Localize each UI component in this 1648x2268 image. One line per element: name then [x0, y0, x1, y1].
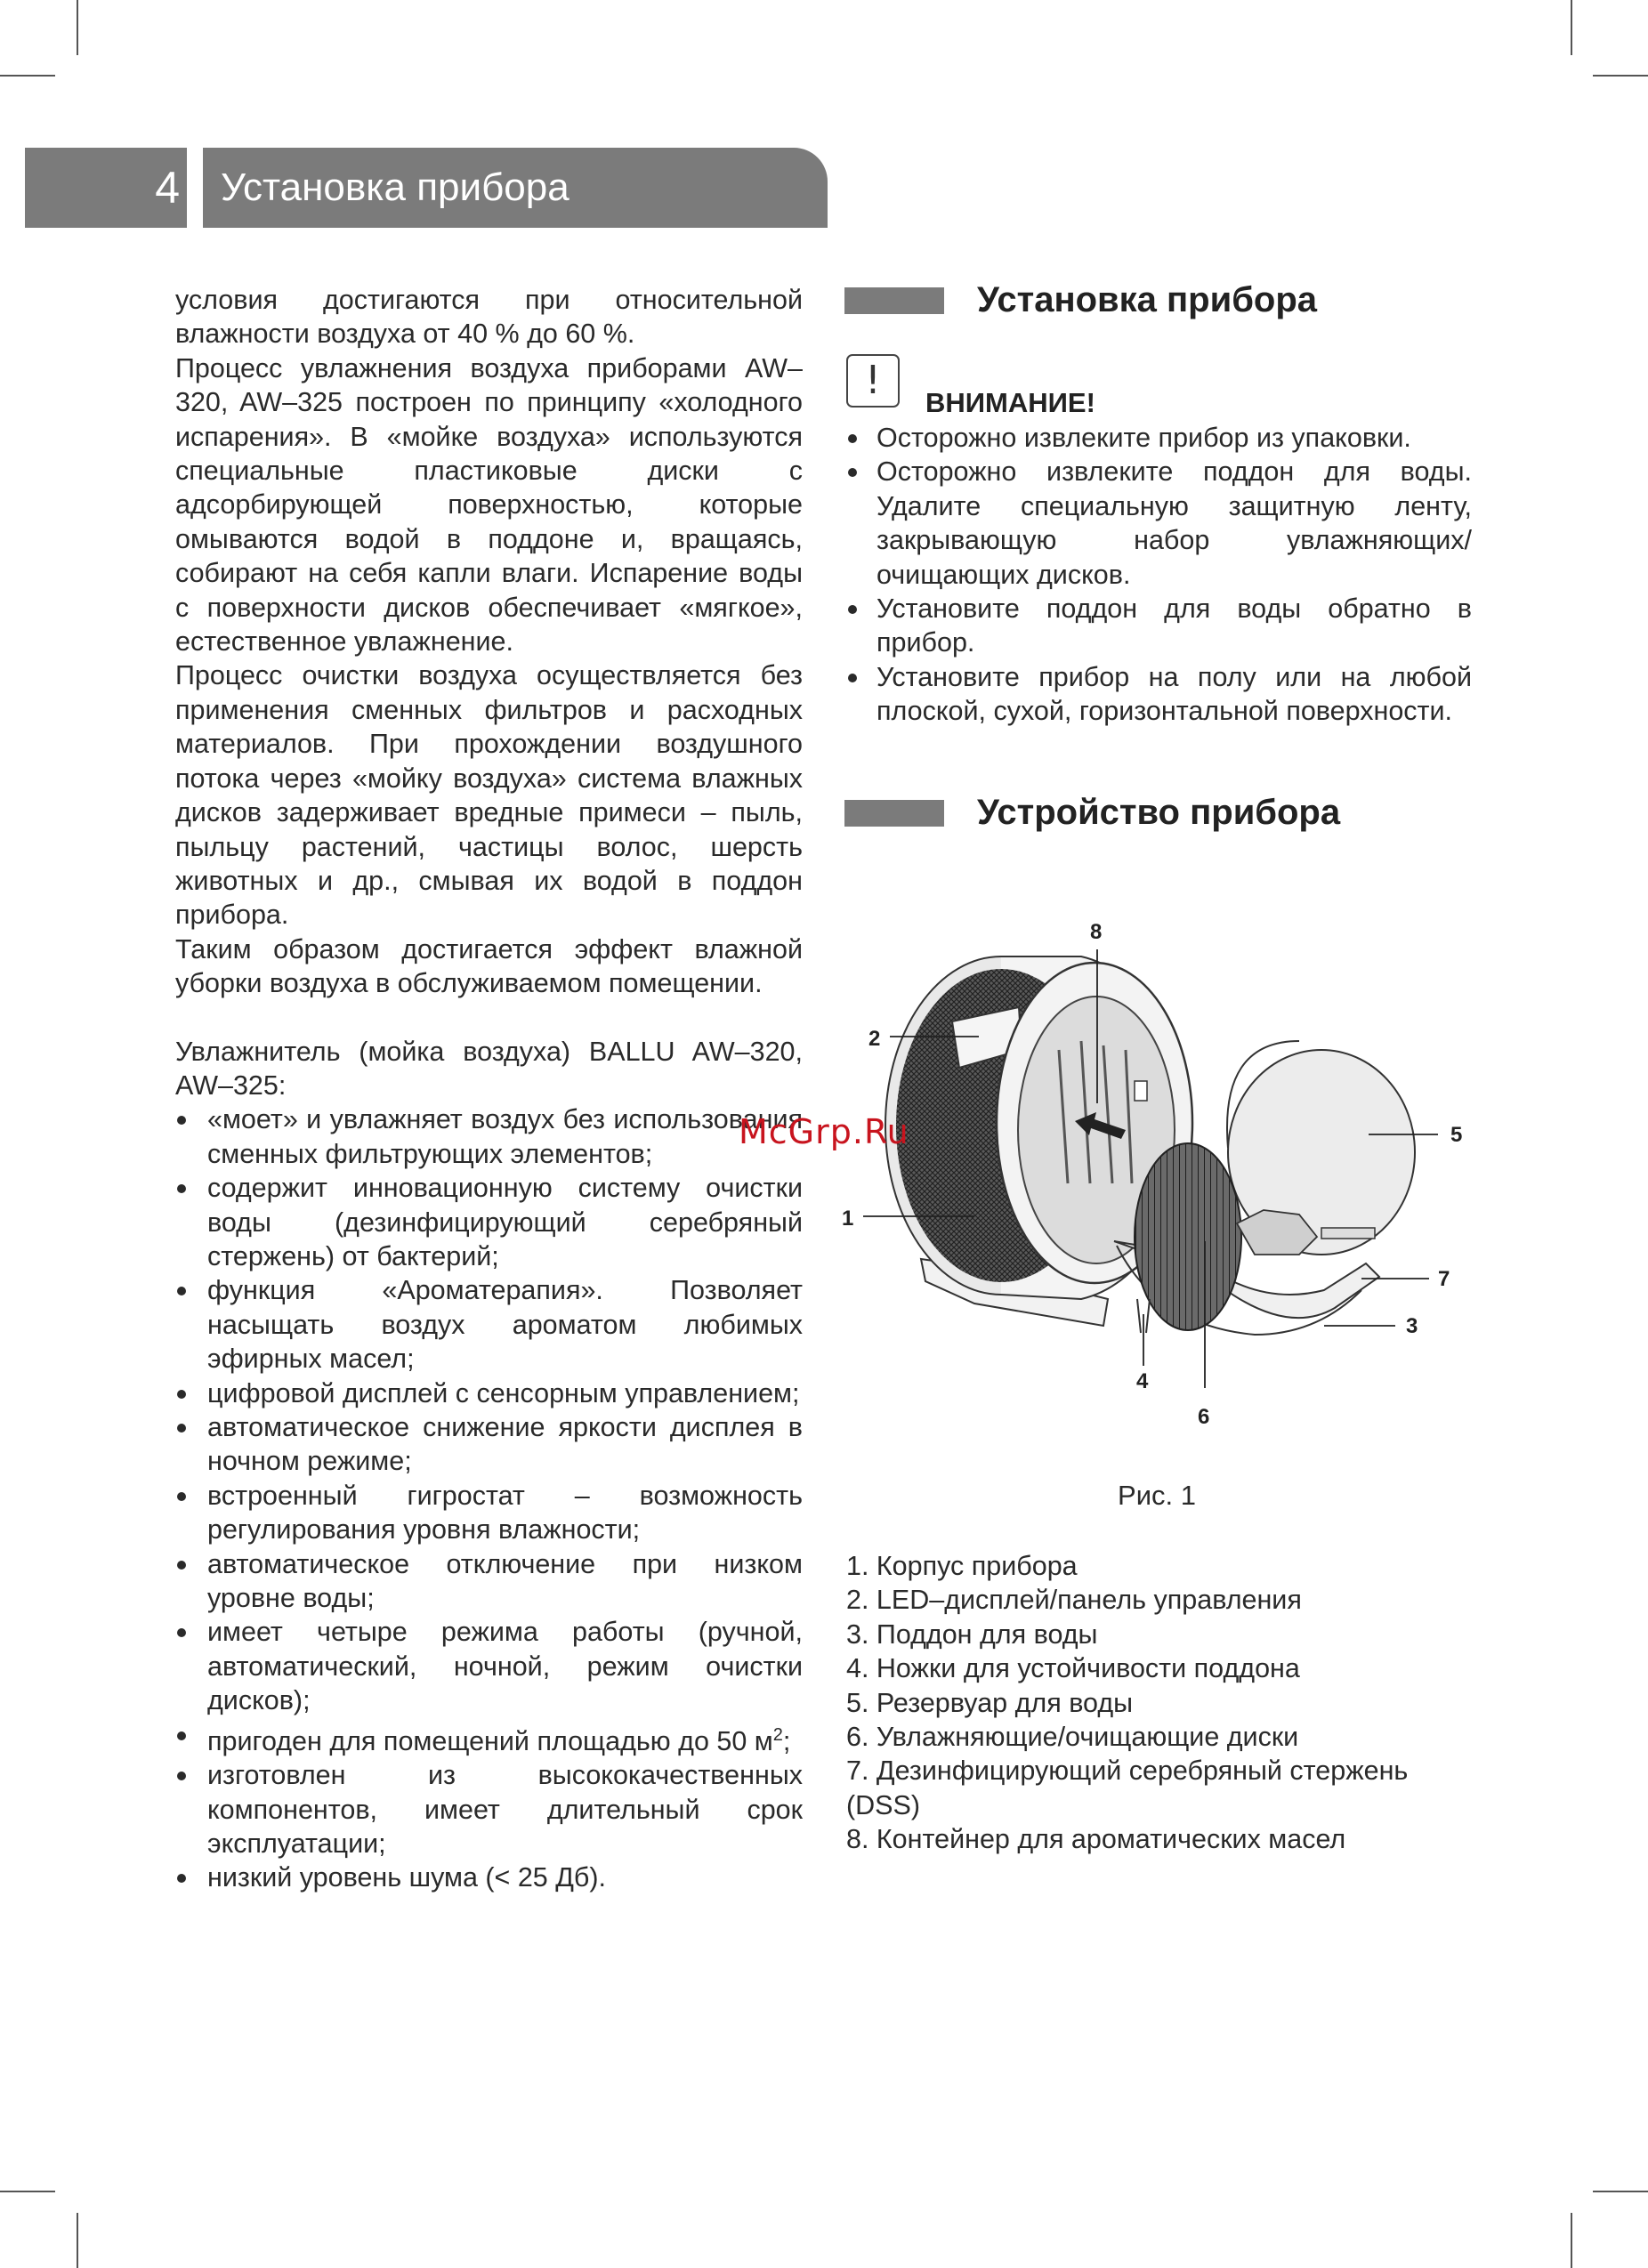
list-item: 8. Контейнер для ароматических масел [846, 1824, 1346, 1855]
warning-icon: ! [846, 354, 900, 408]
callout-3: 3 [1406, 1314, 1418, 1338]
left-column [175, 283, 803, 1895]
list-item: «моет» и увлажняет воздух без использования сменных фильтрующих элементов; [175, 1102, 803, 1171]
parts-list [846, 1549, 1478, 1857]
list-item: 7. Дезинфицирующий серебряный стержень (DSS) [846, 1755, 1409, 1820]
crop-mark [1593, 2191, 1648, 2192]
list-item: функция «Ароматерапия». Позволяет насыщать воздух ароматом любимых эфирных масел; [175, 1273, 803, 1376]
section-bar [844, 800, 944, 827]
list-item: Установите прибор на полу или на любой плоской, сухой, горизонтальной поверхности. [846, 660, 1472, 729]
callout-1: 1 [842, 1207, 854, 1231]
page-title: Установка прибора [203, 148, 828, 228]
features-list [175, 1102, 803, 1895]
callout-4: 4 [1136, 1369, 1149, 1393]
crop-mark [0, 2191, 55, 2192]
crop-mark [0, 75, 55, 77]
device-illustration [836, 916, 1495, 1450]
area-superscript: 2 [772, 1724, 783, 1745]
list-item: 2. LED–дисплей/панель управления [846, 1585, 1302, 1616]
list-item: содержит инновационную систему очистки воды (дезинфицирующий серебряный стержень) от бактерий; [175, 1171, 803, 1273]
list-item: автоматическое отключение при низком уровне воды; [175, 1547, 803, 1616]
area-suffix: ; [782, 1725, 791, 1756]
list-item: изготовлен из высококачественных компонентов, имеет длительный срок эксплуатации; [175, 1758, 803, 1860]
installation-steps [846, 421, 1472, 729]
callout-8: 8 [1090, 920, 1103, 944]
list-item: встроенный гигростат – возможность регулирования уровня влажности; [175, 1479, 803, 1547]
callout-5: 5 [1450, 1123, 1463, 1147]
crop-mark [1571, 2213, 1572, 2268]
list-item: автоматическое снижение яркости дисплея в ночном режиме; [175, 1410, 803, 1479]
list-item: 3. Поддон для воды [846, 1618, 1098, 1650]
list-item: 6. Увлажняющие/очищающие диски [846, 1722, 1299, 1753]
page-number: 4 [25, 148, 187, 228]
warning-label: ВНИМАНИЕ! [925, 387, 1095, 418]
callout-6: 6 [1198, 1405, 1210, 1429]
list-item: 5. Резервуар для воды [846, 1687, 1134, 1718]
list-item: 1. Корпус прибора [846, 1551, 1078, 1581]
features-intro: Увлажнитель (мойка воздуха) BALLU AW–320, AW–325: [175, 1036, 803, 1101]
list-item: Осторожно извлеките прибор из упаковки. [846, 421, 1472, 455]
list-item: цифровой дисплей с сенсорным управлением; [175, 1376, 803, 1410]
list-item: Установите поддон для воды обратно в прибор. [846, 592, 1472, 660]
callout-2: 2 [868, 1027, 881, 1051]
section-title-device: Устройство прибора [977, 793, 1341, 832]
crop-mark [1571, 0, 1572, 55]
list-item: 4. Ножки для устойчивости поддона [846, 1653, 1300, 1684]
crop-mark [1593, 75, 1648, 77]
figure-caption: Рис. 1 [1118, 1480, 1196, 1511]
watermark: McGrp.Ru [739, 1112, 909, 1151]
callout-7: 7 [1438, 1267, 1450, 1291]
paragraph: условия достигаются при относительной влажности воздуха от 40 % до 60 %. [175, 285, 803, 350]
list-item: Осторожно извлеките поддон для воды. Удалите специальную защитную ленту, закрывающую набор увлажняющих/очищающих дисков. [846, 455, 1472, 592]
list-item: имеет четыре режима работы (ручной, автоматический, ночной, режим очистки дисков); [175, 1615, 803, 1717]
paragraph: Таким образом достигается эффект влажной уборки воздуха в обслуживаемом помещении. [175, 933, 803, 999]
crop-mark [77, 0, 78, 55]
section-title-installation: Установка прибора [977, 280, 1318, 319]
paragraph: Процесс увлажнения воздуха приборами AW–320, AW–325 построен по принципу «холодного испарения». В «мойке воздуха» используются специальные пластиковые диски с адсорбирующей поверхностью, которые омываются водой в поддоне и, вращаясь, собирают на себя капли влаги. Испарение воды с поверхности дисков обеспечивает «мягкое», естественное увлажнение. [175, 352, 803, 658]
area-text: пригоден для помещений площадью до 50 м [207, 1725, 773, 1756]
list-item [175, 1718, 803, 1759]
list-item: низкий уровень шума (< 25 Дб). [175, 1860, 803, 1894]
paragraph: Процесс очистки воздуха осуществляется без применения сменных фильтров и расходных материалов. При прохождении воздушного потока через «мойку воздуха» система влажных дисков задерживает вредные примеси – пыль, пыльцу растений, частицы волос, шерсть животных и др., смывая их водой в поддон прибора. [175, 660, 803, 931]
section-bar [844, 287, 944, 314]
crop-mark [77, 2213, 78, 2268]
